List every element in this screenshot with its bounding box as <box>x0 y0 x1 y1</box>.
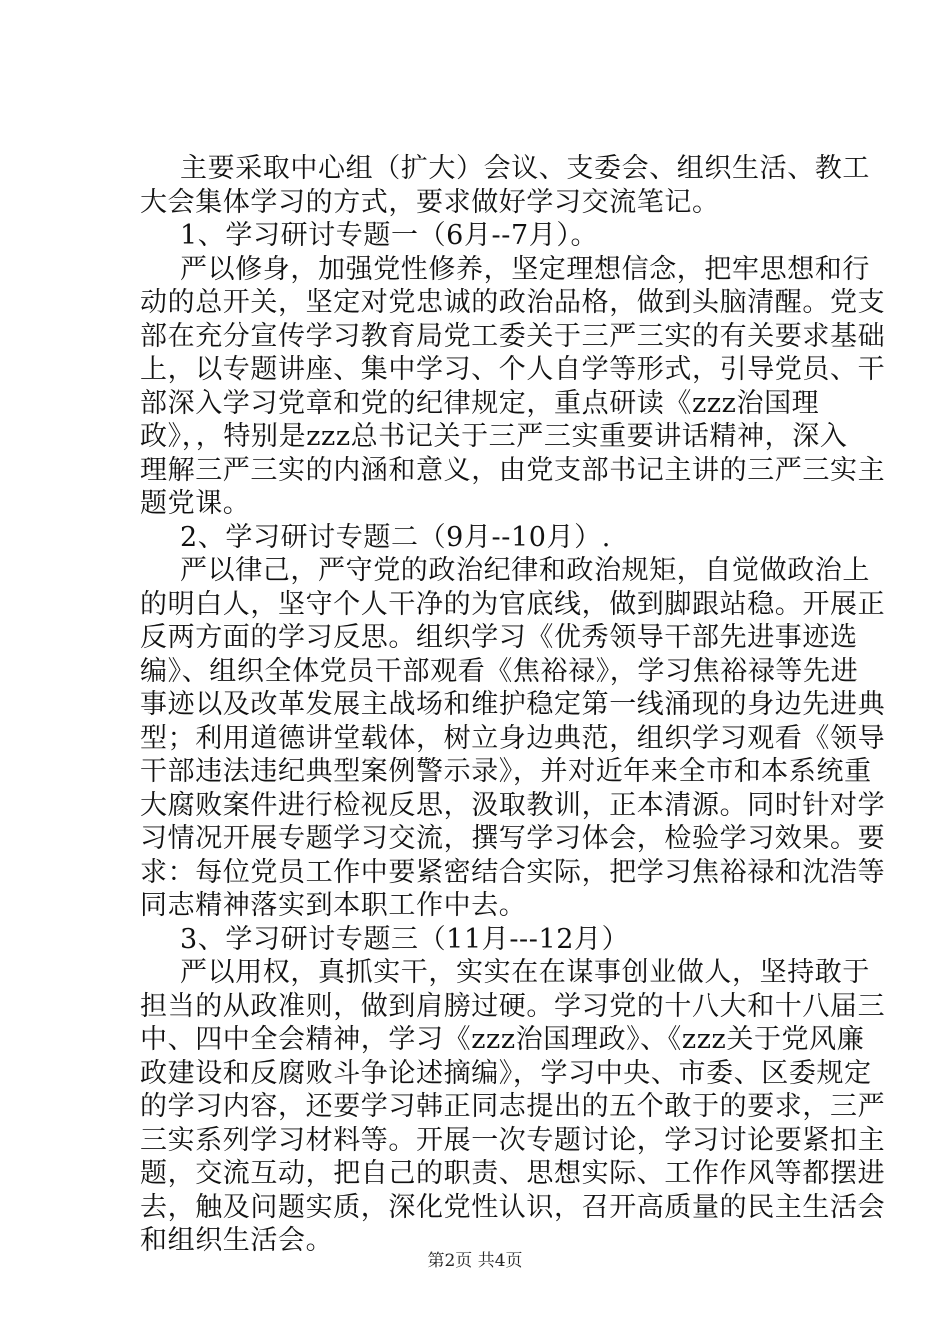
text-line: 干部违法违纪典型案例警示录》，并对近年来全市和本系统重 <box>140 756 872 787</box>
text-line: 三实系列学习材料等。开展一次专题讨论，学习讨论要紧扣主 <box>140 1124 886 1156</box>
text-line: 去，触及问题实质，深化党性认识，召开高质量的民主生活会 <box>140 1191 886 1223</box>
text-line: 政建设和反腐败斗争论述摘编》，学习中央、市委、区委规定 <box>140 1057 872 1089</box>
text-line: 部深入学习党章和党的纪律规定，重点研读《zzz治国理 <box>140 387 820 419</box>
text-line: 担当的从政准则，做到肩膀过硬。学习党的十八大和十八届三 <box>140 990 886 1022</box>
text-line: 主要采取中心组（扩大）会议、支委会、组织生活、教工 <box>180 153 870 184</box>
text-line: 1、学习研讨专题一（6月--7月）。 <box>180 220 599 251</box>
text-line: 求：每位党员工作中要紧密结合实际，把学习焦裕禄和沈浩等 <box>140 856 886 888</box>
text-line: 3、学习研讨专题三（11月---12月） <box>180 923 630 955</box>
text-line: 大会集体学习的方式，要求做好学习交流笔记。 <box>140 186 720 218</box>
text-line: 的学习内容，还要学习韩正同志提出的五个敢于的要求，三严 <box>140 1091 886 1122</box>
text-line: 习情况开展专题学习交流，撰写学习体会，检验学习效果。要 <box>140 823 886 854</box>
text-line: 事迹以及改革发展主战场和维护稳定第一线涌现的身边先进典 <box>140 689 886 720</box>
text-line: 同志精神落实到本职工作中去。 <box>140 890 527 921</box>
text-line: 和组织生活会。 <box>140 1225 334 1256</box>
document-body <box>140 152 886 1258</box>
text-line: 理解三严三实的内涵和意义，由党支部书记主讲的三严三实主 <box>140 454 886 486</box>
text-line: 部在充分宣传学习教育局党工委关于三严三实的有关要求基础 <box>140 320 886 352</box>
text-line: 上，以专题讲座、集中学习、个人自学等形式，引导党员、干 <box>140 354 886 385</box>
text-line: 2、学习研讨专题二（9月--10月）. <box>180 521 611 553</box>
text-line: 的明白人，坚守个人干净的为官底线，做到脚跟站稳。开展正 <box>140 588 886 620</box>
text-line: 严以律己，严守党的政治纪律和政治规矩，自觉做政治上 <box>180 555 870 586</box>
text-line: 反两方面的学习反思。组织学习《优秀领导干部先进事迹选 <box>140 622 858 653</box>
page-footer: 第2页 共4页 <box>427 1251 523 1271</box>
text-line: 大腐败案件进行检视反思，汲取教训，正本清源。同时针对学 <box>140 789 886 821</box>
text-line: 题党课。 <box>140 488 251 519</box>
text-line: 严以修身，加强党性修养，坚定理想信念，把牢思想和行 <box>180 253 870 285</box>
text-line: 型；利用道德讲堂载体，树立身边典范，组织学习观看《领导 <box>140 722 886 754</box>
text-line: 编》、组织全体党员干部观看《焦裕禄》，学习焦裕禄等先进 <box>140 655 859 687</box>
text-line: 题，交流互动，把自己的职责、思想实际、工作作风等都摆进 <box>140 1158 886 1189</box>
text-line: 严以用权，真抓实干，实实在在谋事创业做人，坚持敢于 <box>180 957 870 988</box>
text-line: 中、四中全会精神，学习《zzz治国理政》、《zzz关于党风廉 <box>140 1024 865 1055</box>
text-line: 政》，，特别是zzz总书记关于三严三实重要讲话精神，深入 <box>140 421 848 452</box>
text-line: 动的总开关，坚定对党忠诚的政治品格，做到头脑清醒。党支 <box>140 287 886 318</box>
